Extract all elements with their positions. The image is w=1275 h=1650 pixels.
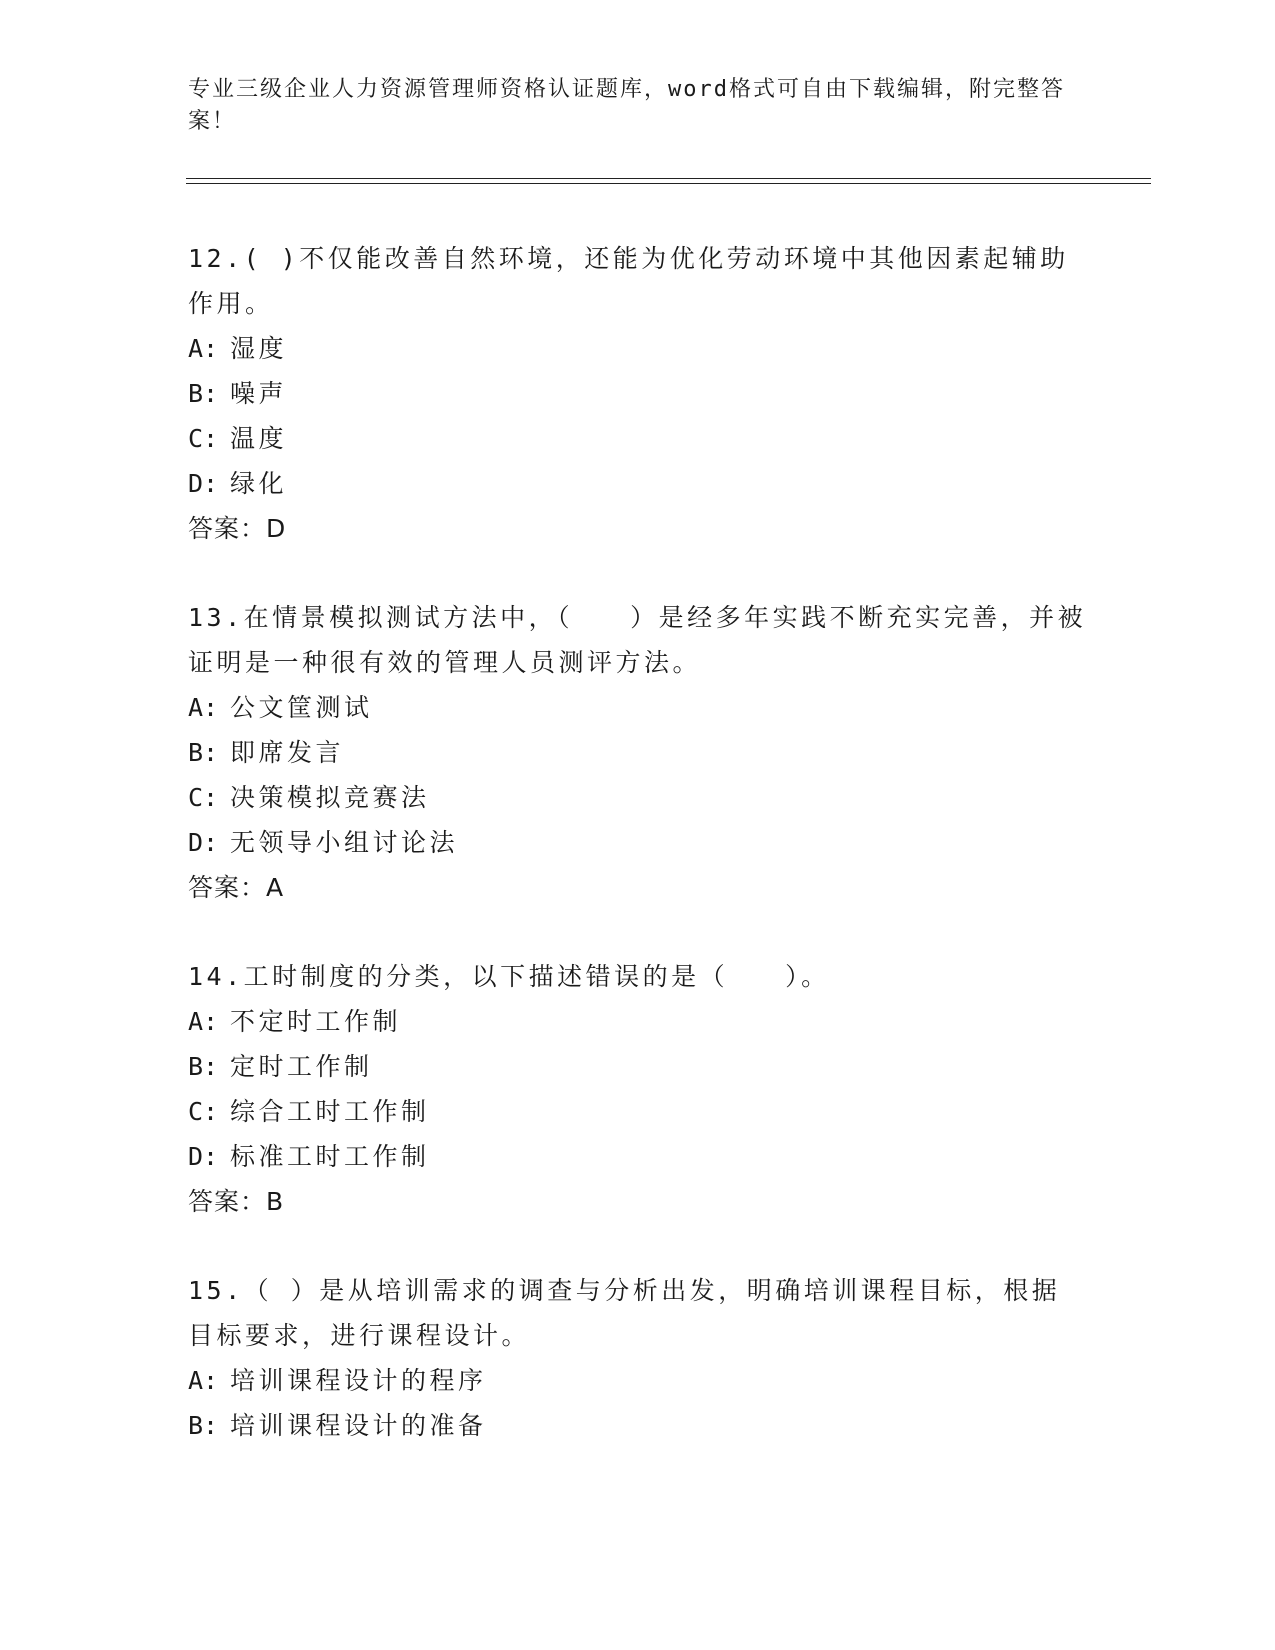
option-letter: A: <box>188 1007 219 1036</box>
option-letter: D: <box>188 1142 219 1171</box>
option-a <box>188 999 1088 1044</box>
option-b <box>188 1403 1088 1448</box>
option-b <box>188 730 1088 775</box>
option-letter: B: <box>188 1052 219 1081</box>
option-a <box>188 685 1088 730</box>
option-d <box>188 461 1088 506</box>
option-text: 公文筐测试 <box>230 693 373 722</box>
option-letter: C: <box>188 1097 219 1126</box>
option-c <box>188 416 1088 461</box>
question-15 <box>188 1268 1088 1448</box>
option-letter: D: <box>188 469 219 498</box>
question-text: 在情景模拟测试方法中，（ ）是经多年实践不断充实完善，并被证明是一种很有效的管理人员测评方法。 <box>188 603 1087 677</box>
option-letter: D: <box>188 828 219 857</box>
question-text: 工时制度的分类，以下描述错误的是（ ）。 <box>243 962 830 991</box>
option-text: 湿度 <box>230 334 288 363</box>
answer-line: 答案：D <box>188 514 287 543</box>
header-rule-bottom <box>186 183 1151 184</box>
option-c <box>188 1089 1088 1134</box>
option-text: 不定时工作制 <box>230 1007 402 1036</box>
option-text: 综合工时工作制 <box>230 1097 430 1126</box>
header-rule-top <box>186 178 1151 179</box>
question-14 <box>188 954 1088 1224</box>
option-letter: B: <box>188 1411 219 1440</box>
question-number: 13. <box>188 603 244 632</box>
question-number: 15. <box>188 1276 244 1305</box>
option-text: 无领导小组讨论法 <box>230 828 459 857</box>
option-text: 标准工时工作制 <box>230 1142 430 1171</box>
option-text: 培训课程设计的准备 <box>230 1411 487 1440</box>
option-letter: B: <box>188 738 219 767</box>
question-text: ( )不仅能改善自然环境，还能为优化劳动环境中其他因素起辅助作用。 <box>188 244 1069 318</box>
option-a <box>188 1358 1088 1403</box>
option-text: 定时工作制 <box>230 1052 373 1081</box>
question-13 <box>188 595 1088 910</box>
option-d <box>188 1134 1088 1179</box>
document-header: 专业三级企业人力资源管理师资格认证题库，word格式可自由下载编辑，附完整答案！ <box>188 77 1065 134</box>
answer-line: 答案：B <box>188 1187 285 1216</box>
option-b <box>188 371 1088 416</box>
option-c <box>188 775 1088 820</box>
option-a <box>188 326 1088 371</box>
question-12 <box>188 236 1088 551</box>
option-letter: C: <box>188 783 219 812</box>
option-letter: C: <box>188 424 219 453</box>
option-letter: B: <box>188 379 219 408</box>
option-b <box>188 1044 1088 1089</box>
question-number: 12. <box>188 244 244 273</box>
option-text: 温度 <box>230 424 288 453</box>
option-letter: A: <box>188 693 219 722</box>
option-text: 绿化 <box>230 469 288 498</box>
option-text: 噪声 <box>230 379 288 408</box>
option-text: 培训课程设计的程序 <box>230 1366 487 1395</box>
answer-line: 答案：A <box>188 873 285 902</box>
question-text: （ ）是从培训需求的调查与分析出发，明确培训课程目标，根据目标要求，进行课程设计。 <box>188 1276 1061 1350</box>
option-d <box>188 820 1088 865</box>
question-stem <box>188 1268 1088 1358</box>
option-letter: A: <box>188 334 219 363</box>
question-list <box>188 236 1088 1492</box>
question-stem <box>188 595 1088 685</box>
option-letter: A: <box>188 1366 219 1395</box>
option-text: 决策模拟竞赛法 <box>230 783 430 812</box>
question-stem <box>188 236 1088 326</box>
question-number: 14. <box>188 962 244 991</box>
question-stem <box>188 954 1088 999</box>
option-text: 即席发言 <box>230 738 345 767</box>
